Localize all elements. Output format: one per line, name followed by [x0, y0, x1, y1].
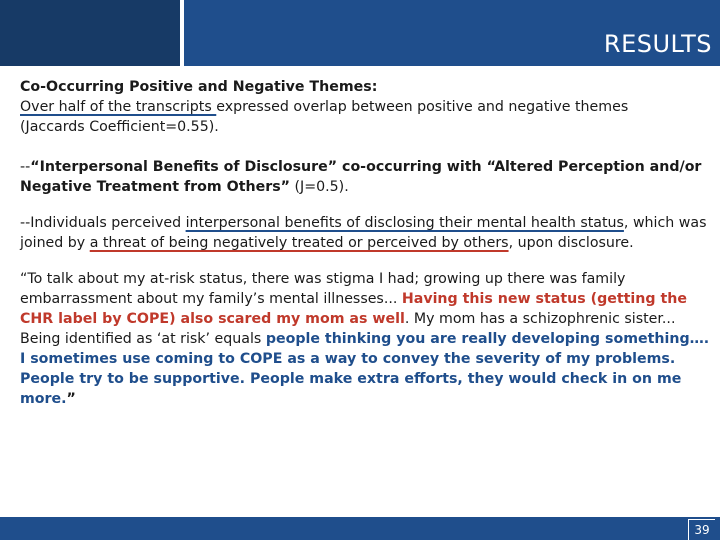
point-1-stat: (J=0.5).: [289, 179, 349, 195]
section-heading: Co-Occurring Positive and Negative Themes:: [20, 79, 378, 95]
jaccard-line: (Jaccards Coefficient=0.55).: [20, 119, 219, 135]
slide-content: [20, 77, 710, 409]
point-2-middle: , which was joined by: [20, 215, 707, 251]
quote-part-2: . My mom has a schizophrenic sister... Being identified as ‘at risk’ equals: [20, 311, 676, 347]
header-dark-block: [0, 0, 180, 66]
page-number: 39: [688, 519, 715, 540]
point-2: [20, 213, 710, 253]
slide-title: RESULTS: [603, 30, 712, 58]
quote-blue-part: people thinking you are really developing something…. I sometimes use coming to COPE as a way to convey the severity of my problems. People try to be supportive. People make extra efforts, they would check in on me more.: [20, 331, 710, 407]
footer-bar: [0, 517, 720, 540]
point-2-prefix: --Individuals perceived: [20, 215, 186, 231]
point-2-underlined-blue: interpersonal benefits of disclosing their mental health status: [185, 215, 624, 231]
summary-line: [20, 97, 710, 117]
summary-rest: expressed overlap between positive and negative themes: [216, 99, 629, 115]
quote-end: ”: [66, 391, 76, 407]
point-1-lead: --: [20, 159, 31, 175]
header-separator: [180, 0, 184, 66]
point-1-bold: “Interpersonal Benefits of Disclosure” co-occurring with “Altered Perception and/or Negative Treatment from Others”: [20, 159, 702, 195]
quote-red-part: Having this new status (getting the CHR label by COPE) also scared my mom as well: [20, 291, 687, 327]
participant-quote: [20, 269, 710, 409]
quote-part-1: “To talk about my at-risk status, there was stigma I had; growing up there was family embarrassment about my family’s mental illnesses...: [20, 271, 626, 307]
point-2-underlined-red: a threat of being negatively treated or perceived by others: [89, 235, 509, 251]
summary-underlined: Over half of the transcripts: [20, 99, 217, 115]
point-2-suffix: , upon disclosure.: [508, 235, 634, 251]
point-1: [20, 157, 710, 197]
